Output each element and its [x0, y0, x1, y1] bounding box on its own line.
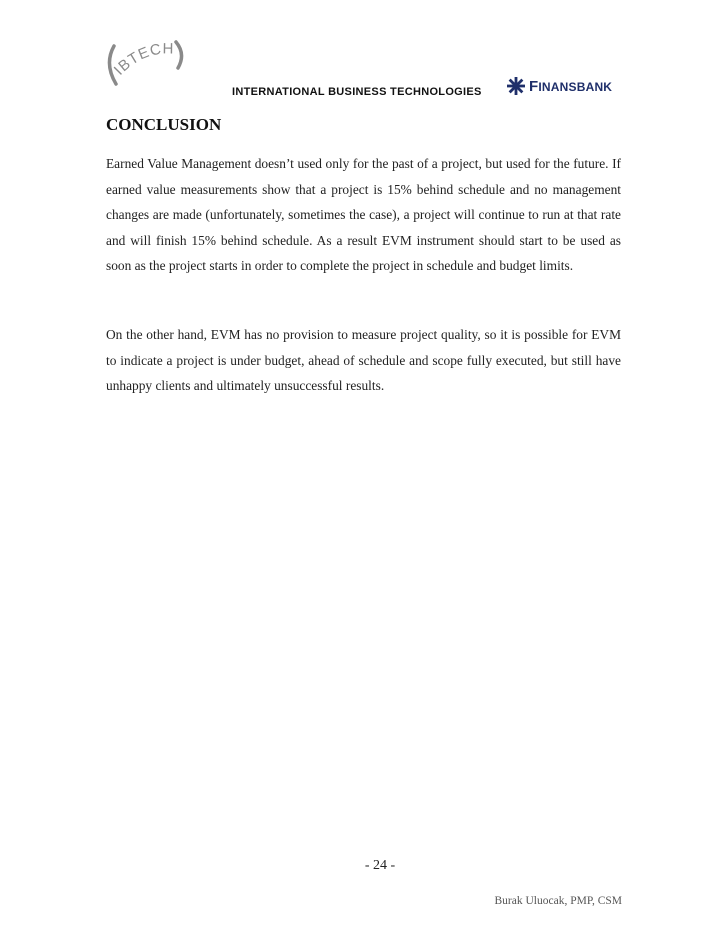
finansbank-logo — [506, 74, 612, 98]
page-number: - 24 - — [364, 858, 396, 873]
footer-author: Burak Uluocak, PMP, CSM — [494, 895, 622, 907]
paragraph-2: On the other hand, EVM has no provision to measure project quality, so it is possible for EVM to indicate a project is under budget, ahead of schedule and scope fully executed, but still have unhappy clients and ultimately unsuccessful results. — [106, 327, 621, 394]
finansbank-wordmark: FINANSBANK — [529, 77, 613, 95]
paragraph-1: Earned Value Management doesn’t used only for the past of a project, but used for the future. If earned value measurements show that a project is 15% behind schedule and no management changes are made (unfortunately, sometimes the case), a project will continue to run at that rate and will finish 15% behind schedule. As a result EVM instrument should start to be used as soon as the project starts in order to complete the project in schedule and budget limits. — [106, 156, 621, 274]
ibtech-logo-text: IBTECH — [110, 40, 175, 79]
ibtech-logo — [104, 40, 188, 86]
section-heading: CONCLUSION — [106, 115, 222, 134]
star-icon — [506, 76, 526, 96]
header-organization: INTERNATIONAL BUSINESS TECHNOLOGIES — [232, 86, 482, 98]
svg-text:IBTECH — [111, 40, 175, 78]
